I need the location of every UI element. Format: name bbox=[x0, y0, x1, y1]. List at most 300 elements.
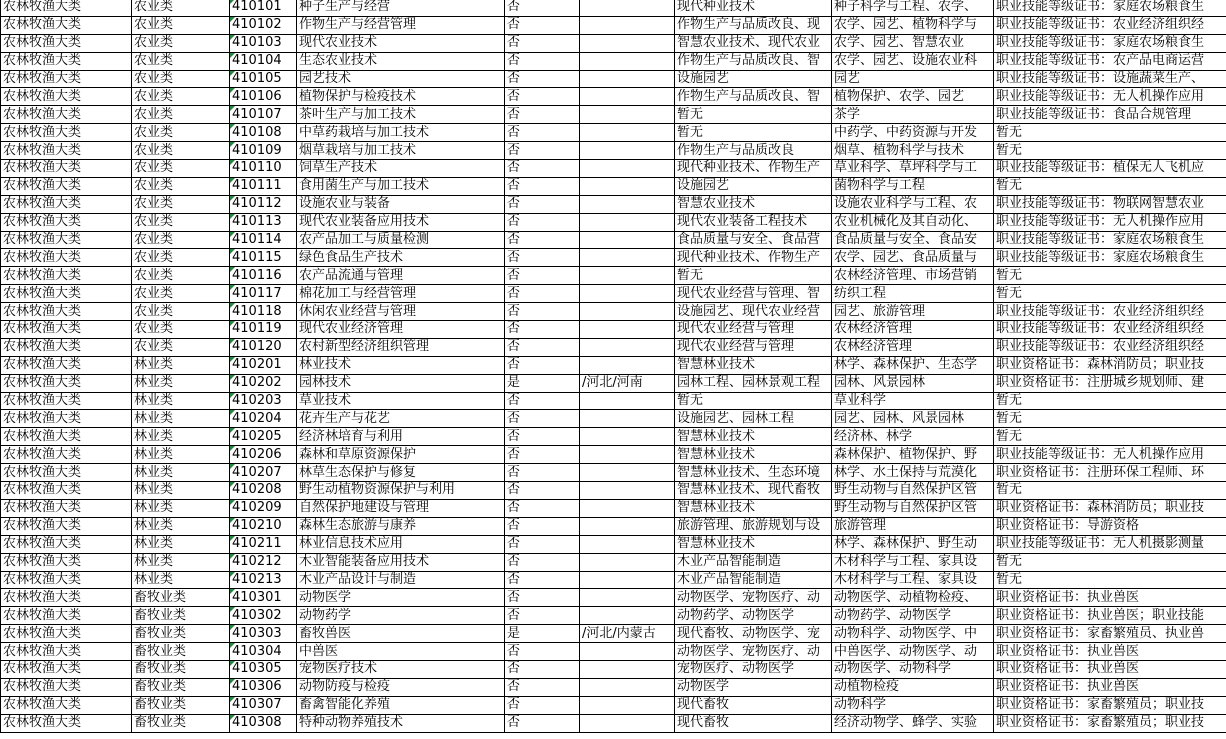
cell-major-name[interactable]: 生态农业技术 bbox=[297, 52, 505, 70]
cell-certificate[interactable]: 暂无 bbox=[994, 482, 1226, 500]
cell-flag[interactable]: 否 bbox=[505, 70, 580, 88]
cell-subcategory[interactable]: 农业类 bbox=[132, 177, 230, 195]
cell-related-major[interactable]: 森林保护、植物保护、野 bbox=[832, 446, 994, 464]
cell-code[interactable]: 410101 bbox=[230, 0, 297, 16]
cell-major-name[interactable]: 动物药学 bbox=[297, 607, 505, 625]
cell-subcategory[interactable]: 畜牧业类 bbox=[132, 660, 230, 678]
cell-certificate[interactable]: 职业技能等级证书：农业经济组织经 bbox=[994, 321, 1226, 339]
cell-related-major[interactable]: 林学、森林保护、生态学 bbox=[832, 356, 994, 374]
cell-code[interactable]: 410207 bbox=[230, 464, 297, 482]
cell-provinces[interactable]: /河北/河南 bbox=[580, 374, 675, 392]
cell-related-major[interactable]: 动物医学、动植物检疫、 bbox=[832, 589, 994, 607]
cell-category[interactable]: 农林牧渔大类 bbox=[1, 213, 132, 231]
cell-flag[interactable]: 否 bbox=[505, 249, 580, 267]
cell-code[interactable]: 410211 bbox=[230, 535, 297, 553]
cell-major-name[interactable]: 特种动物养殖技术 bbox=[297, 714, 505, 732]
cell-major-name[interactable]: 中草药栽培与加工技术 bbox=[297, 124, 505, 142]
cell-certificate[interactable]: 暂无 bbox=[994, 571, 1226, 589]
cell-related-major[interactable]: 园林、风景园林 bbox=[832, 374, 994, 392]
cell-flag[interactable]: 否 bbox=[505, 696, 580, 714]
cell-major-name[interactable]: 植物保护与检疫技术 bbox=[297, 88, 505, 106]
cell-category[interactable]: 农林牧渔大类 bbox=[1, 374, 132, 392]
cell-flag[interactable]: 否 bbox=[505, 142, 580, 160]
cell-higher-major[interactable]: 设施园艺 bbox=[675, 70, 832, 88]
cell-subcategory[interactable]: 农业类 bbox=[132, 34, 230, 52]
cell-major-name[interactable]: 茶叶生产与加工技术 bbox=[297, 106, 505, 124]
cell-provinces[interactable] bbox=[580, 571, 675, 589]
cell-category[interactable]: 农林牧渔大类 bbox=[1, 571, 132, 589]
cell-certificate[interactable]: 职业技能等级证书：无人机操作应用 bbox=[994, 446, 1226, 464]
cell-major-name[interactable]: 草业技术 bbox=[297, 392, 505, 410]
cell-flag[interactable]: 否 bbox=[505, 213, 580, 231]
cell-provinces[interactable] bbox=[580, 213, 675, 231]
cell-code[interactable]: 410209 bbox=[230, 499, 297, 517]
cell-subcategory[interactable]: 农业类 bbox=[132, 338, 230, 356]
cell-certificate[interactable]: 职业资格证书：执业兽医 bbox=[994, 660, 1226, 678]
cell-major-name[interactable]: 动物防疫与检疫 bbox=[297, 678, 505, 696]
cell-related-major[interactable]: 农学、园艺、智慧农业 bbox=[832, 34, 994, 52]
cell-major-name[interactable]: 花卉生产与花艺 bbox=[297, 410, 505, 428]
cell-provinces[interactable] bbox=[580, 392, 675, 410]
cell-code[interactable]: 410213 bbox=[230, 571, 297, 589]
cell-related-major[interactable]: 纺织工程 bbox=[832, 285, 994, 303]
cell-flag[interactable]: 否 bbox=[505, 88, 580, 106]
cell-major-name[interactable]: 动物医学 bbox=[297, 589, 505, 607]
cell-provinces[interactable] bbox=[580, 177, 675, 195]
cell-major-name[interactable]: 作物生产与经营管理 bbox=[297, 16, 505, 34]
cell-subcategory[interactable]: 林业类 bbox=[132, 392, 230, 410]
cell-category[interactable]: 农林牧渔大类 bbox=[1, 321, 132, 339]
cell-certificate[interactable]: 暂无 bbox=[994, 553, 1226, 571]
cell-category[interactable]: 农林牧渔大类 bbox=[1, 106, 132, 124]
cell-certificate[interactable]: 职业技能等级证书：家庭农场粮食生 bbox=[994, 0, 1226, 16]
cell-subcategory[interactable]: 林业类 bbox=[132, 571, 230, 589]
cell-code[interactable]: 410305 bbox=[230, 660, 297, 678]
cell-subcategory[interactable]: 农业类 bbox=[132, 267, 230, 285]
cell-subcategory[interactable]: 农业类 bbox=[132, 303, 230, 321]
cell-higher-major[interactable]: 设施园艺、现代农业经营 bbox=[675, 303, 832, 321]
cell-code[interactable]: 410204 bbox=[230, 410, 297, 428]
cell-subcategory[interactable]: 林业类 bbox=[132, 553, 230, 571]
cell-higher-major[interactable]: 暂无 bbox=[675, 392, 832, 410]
cell-flag[interactable]: 否 bbox=[505, 267, 580, 285]
cell-code[interactable]: 410114 bbox=[230, 231, 297, 249]
cell-certificate[interactable]: 职业技能等级证书：家庭农场粮食生 bbox=[994, 34, 1226, 52]
cell-higher-major[interactable]: 动物医学 bbox=[675, 678, 832, 696]
cell-major-name[interactable]: 林草生态保护与修复 bbox=[297, 464, 505, 482]
cell-related-major[interactable]: 旅游管理 bbox=[832, 517, 994, 535]
cell-flag[interactable]: 否 bbox=[505, 428, 580, 446]
cell-major-name[interactable]: 木业产品设计与制造 bbox=[297, 571, 505, 589]
cell-provinces[interactable] bbox=[580, 249, 675, 267]
cell-higher-major[interactable]: 现代种业技术、作物生产 bbox=[675, 160, 832, 178]
cell-subcategory[interactable]: 林业类 bbox=[132, 446, 230, 464]
cell-certificate[interactable]: 职业技能等级证书：无人机操作应用 bbox=[994, 88, 1226, 106]
cell-code[interactable]: 410307 bbox=[230, 696, 297, 714]
cell-category[interactable]: 农林牧渔大类 bbox=[1, 356, 132, 374]
cell-category[interactable]: 农林牧渔大类 bbox=[1, 52, 132, 70]
cell-provinces[interactable] bbox=[580, 160, 675, 178]
cell-higher-major[interactable]: 现代畜牧 bbox=[675, 696, 832, 714]
cell-provinces[interactable] bbox=[580, 34, 675, 52]
cell-subcategory[interactable]: 畜牧业类 bbox=[132, 589, 230, 607]
cell-major-name[interactable]: 食用菌生产与加工技术 bbox=[297, 177, 505, 195]
cell-major-name[interactable]: 畜牧兽医 bbox=[297, 625, 505, 643]
cell-related-major[interactable]: 园艺、旅游管理 bbox=[832, 303, 994, 321]
cell-flag[interactable]: 是 bbox=[505, 374, 580, 392]
cell-subcategory[interactable]: 农业类 bbox=[132, 321, 230, 339]
cell-higher-major[interactable]: 宠物医疗、动物医学 bbox=[675, 660, 832, 678]
cell-code[interactable]: 410208 bbox=[230, 482, 297, 500]
cell-major-name[interactable]: 设施农业与装备 bbox=[297, 195, 505, 213]
cell-related-major[interactable]: 木材科学与工程、家具设 bbox=[832, 553, 994, 571]
cell-subcategory[interactable]: 畜牧业类 bbox=[132, 643, 230, 661]
cell-category[interactable]: 农林牧渔大类 bbox=[1, 428, 132, 446]
cell-flag[interactable]: 否 bbox=[505, 124, 580, 142]
cell-provinces[interactable] bbox=[580, 482, 675, 500]
cell-certificate[interactable]: 职业资格证书：家畜繁殖员；职业技 bbox=[994, 696, 1226, 714]
cell-certificate[interactable]: 暂无 bbox=[994, 267, 1226, 285]
cell-certificate[interactable]: 职业技能等级证书：设施蔬菜生产、 bbox=[994, 70, 1226, 88]
cell-major-name[interactable]: 森林和草原资源保护 bbox=[297, 446, 505, 464]
cell-code[interactable]: 410201 bbox=[230, 356, 297, 374]
cell-code[interactable]: 410105 bbox=[230, 70, 297, 88]
cell-subcategory[interactable]: 畜牧业类 bbox=[132, 607, 230, 625]
cell-code[interactable]: 410206 bbox=[230, 446, 297, 464]
cell-subcategory[interactable]: 农业类 bbox=[132, 142, 230, 160]
cell-major-name[interactable]: 自然保护地建设与管理 bbox=[297, 499, 505, 517]
cell-higher-major[interactable]: 智慧林业技术 bbox=[675, 499, 832, 517]
cell-code[interactable]: 410118 bbox=[230, 303, 297, 321]
cell-related-major[interactable]: 木材科学与工程、家具设 bbox=[832, 571, 994, 589]
cell-provinces[interactable] bbox=[580, 660, 675, 678]
cell-flag[interactable]: 否 bbox=[505, 446, 580, 464]
cell-subcategory[interactable]: 农业类 bbox=[132, 52, 230, 70]
cell-flag[interactable]: 否 bbox=[505, 571, 580, 589]
cell-higher-major[interactable]: 智慧林业技术、生态环境 bbox=[675, 464, 832, 482]
cell-provinces[interactable] bbox=[580, 303, 675, 321]
cell-certificate[interactable]: 职业技能等级证书：无人机操作应用 bbox=[994, 213, 1226, 231]
cell-related-major[interactable]: 食品质量与安全、食品安 bbox=[832, 231, 994, 249]
cell-category[interactable]: 农林牧渔大类 bbox=[1, 249, 132, 267]
cell-category[interactable]: 农林牧渔大类 bbox=[1, 177, 132, 195]
cell-flag[interactable]: 否 bbox=[505, 321, 580, 339]
cell-higher-major[interactable]: 现代农业经营与管理、智 bbox=[675, 285, 832, 303]
cell-flag[interactable]: 否 bbox=[505, 714, 580, 732]
cell-code[interactable]: 410202 bbox=[230, 374, 297, 392]
cell-major-name[interactable]: 休闲农业经营与管理 bbox=[297, 303, 505, 321]
cell-code[interactable]: 410117 bbox=[230, 285, 297, 303]
cell-subcategory[interactable]: 农业类 bbox=[132, 160, 230, 178]
cell-flag[interactable]: 否 bbox=[505, 464, 580, 482]
cell-higher-major[interactable]: 作物生产与品质改良、智 bbox=[675, 88, 832, 106]
cell-subcategory[interactable]: 林业类 bbox=[132, 410, 230, 428]
cell-provinces[interactable] bbox=[580, 52, 675, 70]
cell-related-major[interactable]: 园艺 bbox=[832, 70, 994, 88]
cell-category[interactable]: 农林牧渔大类 bbox=[1, 34, 132, 52]
cell-higher-major[interactable]: 食品质量与安全、食品营 bbox=[675, 231, 832, 249]
cell-category[interactable]: 农林牧渔大类 bbox=[1, 553, 132, 571]
cell-category[interactable]: 农林牧渔大类 bbox=[1, 678, 132, 696]
cell-flag[interactable]: 否 bbox=[505, 231, 580, 249]
cell-code[interactable]: 410120 bbox=[230, 338, 297, 356]
cell-provinces[interactable] bbox=[580, 464, 675, 482]
cell-code[interactable]: 410212 bbox=[230, 553, 297, 571]
cell-certificate[interactable]: 职业资格证书：家畜繁殖员、执业兽 bbox=[994, 625, 1226, 643]
cell-related-major[interactable]: 茶学 bbox=[832, 106, 994, 124]
cell-related-major[interactable]: 林学、水土保持与荒漠化 bbox=[832, 464, 994, 482]
cell-certificate[interactable]: 暂无 bbox=[994, 392, 1226, 410]
cell-flag[interactable]: 否 bbox=[505, 607, 580, 625]
cell-category[interactable]: 农林牧渔大类 bbox=[1, 392, 132, 410]
cell-provinces[interactable] bbox=[580, 607, 675, 625]
cell-related-major[interactable]: 植物保护、农学、园艺 bbox=[832, 88, 994, 106]
cell-higher-major[interactable]: 现代农业装备工程技术 bbox=[675, 213, 832, 231]
cell-higher-major[interactable]: 暂无 bbox=[675, 124, 832, 142]
cell-certificate[interactable]: 职业资格证书：执业兽医 bbox=[994, 643, 1226, 661]
cell-major-name[interactable]: 绿色食品生产技术 bbox=[297, 249, 505, 267]
cell-related-major[interactable]: 动物医学、动物科学 bbox=[832, 660, 994, 678]
cell-category[interactable]: 农林牧渔大类 bbox=[1, 195, 132, 213]
cell-code[interactable]: 410306 bbox=[230, 678, 297, 696]
cell-flag[interactable]: 否 bbox=[505, 678, 580, 696]
cell-subcategory[interactable]: 农业类 bbox=[132, 0, 230, 16]
cell-higher-major[interactable]: 旅游管理、旅游规划与设 bbox=[675, 517, 832, 535]
cell-category[interactable]: 农林牧渔大类 bbox=[1, 267, 132, 285]
cell-major-name[interactable]: 现代农业经济管理 bbox=[297, 321, 505, 339]
cell-flag[interactable]: 否 bbox=[505, 338, 580, 356]
cell-provinces[interactable] bbox=[580, 678, 675, 696]
cell-certificate[interactable]: 职业技能等级证书：物联网智慧农业 bbox=[994, 195, 1226, 213]
cell-related-major[interactable]: 农林经济管理 bbox=[832, 321, 994, 339]
cell-provinces[interactable] bbox=[580, 535, 675, 553]
cell-code[interactable]: 410203 bbox=[230, 392, 297, 410]
cell-code[interactable]: 410115 bbox=[230, 249, 297, 267]
cell-category[interactable]: 农林牧渔大类 bbox=[1, 464, 132, 482]
cell-category[interactable]: 农林牧渔大类 bbox=[1, 410, 132, 428]
cell-related-major[interactable]: 经济林、林学 bbox=[832, 428, 994, 446]
cell-flag[interactable]: 是 bbox=[505, 625, 580, 643]
cell-major-name[interactable]: 农村新型经济组织管理 bbox=[297, 338, 505, 356]
cell-provinces[interactable] bbox=[580, 428, 675, 446]
cell-subcategory[interactable]: 畜牧业类 bbox=[132, 678, 230, 696]
cell-related-major[interactable]: 农业机械化及其自动化、 bbox=[832, 213, 994, 231]
cell-category[interactable]: 农林牧渔大类 bbox=[1, 589, 132, 607]
cell-major-name[interactable]: 经济林培育与利用 bbox=[297, 428, 505, 446]
cell-certificate[interactable]: 职业技能等级证书：农业经济组织经 bbox=[994, 338, 1226, 356]
cell-category[interactable]: 农林牧渔大类 bbox=[1, 714, 132, 732]
cell-higher-major[interactable]: 现代畜牧 bbox=[675, 714, 832, 732]
cell-certificate[interactable]: 暂无 bbox=[994, 285, 1226, 303]
cell-provinces[interactable] bbox=[580, 356, 675, 374]
cell-category[interactable]: 农林牧渔大类 bbox=[1, 643, 132, 661]
cell-provinces[interactable] bbox=[580, 231, 675, 249]
cell-flag[interactable]: 否 bbox=[505, 643, 580, 661]
cell-provinces[interactable]: /河北/内蒙古 bbox=[580, 625, 675, 643]
cell-major-name[interactable]: 农产品加工与质量检测 bbox=[297, 231, 505, 249]
cell-flag[interactable]: 否 bbox=[505, 177, 580, 195]
cell-code[interactable]: 410308 bbox=[230, 714, 297, 732]
cell-flag[interactable]: 否 bbox=[505, 660, 580, 678]
cell-related-major[interactable]: 设施农业科学与工程、农 bbox=[832, 195, 994, 213]
cell-higher-major[interactable]: 现代畜牧、动物医学、宠 bbox=[675, 625, 832, 643]
cell-major-name[interactable]: 畜禽智能化养殖 bbox=[297, 696, 505, 714]
cell-subcategory[interactable]: 林业类 bbox=[132, 535, 230, 553]
cell-code[interactable]: 410104 bbox=[230, 52, 297, 70]
cell-provinces[interactable] bbox=[580, 16, 675, 34]
cell-flag[interactable]: 否 bbox=[505, 34, 580, 52]
cell-code[interactable]: 410106 bbox=[230, 88, 297, 106]
cell-provinces[interactable] bbox=[580, 517, 675, 535]
cell-major-name[interactable]: 宠物医疗技术 bbox=[297, 660, 505, 678]
cell-provinces[interactable] bbox=[580, 553, 675, 571]
cell-category[interactable]: 农林牧渔大类 bbox=[1, 285, 132, 303]
cell-code[interactable]: 410108 bbox=[230, 124, 297, 142]
cell-category[interactable]: 农林牧渔大类 bbox=[1, 625, 132, 643]
cell-higher-major[interactable]: 智慧农业技术、现代农业 bbox=[675, 34, 832, 52]
cell-certificate[interactable]: 职业资格证书：导游资格 bbox=[994, 517, 1226, 535]
cell-major-name[interactable]: 棉花加工与经营管理 bbox=[297, 285, 505, 303]
cell-higher-major[interactable]: 设施园艺、园林工程 bbox=[675, 410, 832, 428]
cell-certificate[interactable]: 暂无 bbox=[994, 142, 1226, 160]
cell-flag[interactable]: 否 bbox=[505, 482, 580, 500]
cell-certificate[interactable]: 职业资格证书：家畜繁殖员；职业技 bbox=[994, 714, 1226, 732]
cell-code[interactable]: 410304 bbox=[230, 643, 297, 661]
cell-subcategory[interactable]: 畜牧业类 bbox=[132, 625, 230, 643]
cell-provinces[interactable] bbox=[580, 70, 675, 88]
cell-flag[interactable]: 否 bbox=[505, 285, 580, 303]
cell-code[interactable]: 410210 bbox=[230, 517, 297, 535]
cell-category[interactable]: 农林牧渔大类 bbox=[1, 70, 132, 88]
cell-major-name[interactable]: 园艺技术 bbox=[297, 70, 505, 88]
cell-subcategory[interactable]: 农业类 bbox=[132, 231, 230, 249]
cell-certificate[interactable]: 暂无 bbox=[994, 410, 1226, 428]
cell-provinces[interactable] bbox=[580, 106, 675, 124]
cell-code[interactable]: 410116 bbox=[230, 267, 297, 285]
cell-code[interactable]: 410119 bbox=[230, 321, 297, 339]
cell-certificate[interactable]: 职业资格证书：森林消防员；职业技 bbox=[994, 356, 1226, 374]
cell-category[interactable]: 农林牧渔大类 bbox=[1, 660, 132, 678]
cell-flag[interactable]: 否 bbox=[505, 553, 580, 571]
cell-related-major[interactable]: 烟草、植物科学与技术 bbox=[832, 142, 994, 160]
cell-provinces[interactable] bbox=[580, 195, 675, 213]
cell-category[interactable]: 农林牧渔大类 bbox=[1, 535, 132, 553]
cell-higher-major[interactable]: 智慧林业技术 bbox=[675, 535, 832, 553]
cell-category[interactable]: 农林牧渔大类 bbox=[1, 16, 132, 34]
cell-higher-major[interactable]: 智慧林业技术 bbox=[675, 446, 832, 464]
cell-subcategory[interactable]: 农业类 bbox=[132, 213, 230, 231]
cell-major-name[interactable]: 现代农业技术 bbox=[297, 34, 505, 52]
cell-certificate[interactable]: 职业资格证书：执业兽医 bbox=[994, 678, 1226, 696]
cell-higher-major[interactable]: 作物生产与品质改良、智 bbox=[675, 52, 832, 70]
cell-related-major[interactable]: 动植物检疫 bbox=[832, 678, 994, 696]
cell-higher-major[interactable]: 动物医学、宠物医疗、动 bbox=[675, 589, 832, 607]
cell-certificate[interactable]: 职业技能等级证书：家庭农场粮食生 bbox=[994, 231, 1226, 249]
cell-certificate[interactable]: 职业技能等级证书：农产品电商运营 bbox=[994, 52, 1226, 70]
cell-related-major[interactable]: 菌物科学与工程 bbox=[832, 177, 994, 195]
cell-provinces[interactable] bbox=[580, 589, 675, 607]
cell-flag[interactable]: 否 bbox=[505, 517, 580, 535]
cell-related-major[interactable]: 农学、园艺、植物科学与 bbox=[832, 16, 994, 34]
cell-subcategory[interactable]: 畜牧业类 bbox=[132, 714, 230, 732]
cell-flag[interactable]: 否 bbox=[505, 356, 580, 374]
cell-major-name[interactable]: 园林技术 bbox=[297, 374, 505, 392]
cell-subcategory[interactable]: 林业类 bbox=[132, 517, 230, 535]
cell-subcategory[interactable]: 林业类 bbox=[132, 464, 230, 482]
cell-category[interactable]: 农林牧渔大类 bbox=[1, 696, 132, 714]
cell-code[interactable]: 410109 bbox=[230, 142, 297, 160]
cell-code[interactable]: 410112 bbox=[230, 195, 297, 213]
cell-flag[interactable]: 否 bbox=[505, 16, 580, 34]
cell-certificate[interactable]: 职业技能等级证书：食品合规管理 bbox=[994, 106, 1226, 124]
cell-category[interactable]: 农林牧渔大类 bbox=[1, 499, 132, 517]
cell-code[interactable]: 410303 bbox=[230, 625, 297, 643]
cell-flag[interactable]: 否 bbox=[505, 392, 580, 410]
cell-higher-major[interactable]: 作物生产与品质改良、现 bbox=[675, 16, 832, 34]
cell-subcategory[interactable]: 农业类 bbox=[132, 70, 230, 88]
cell-higher-major[interactable]: 动物医学、宠物医疗、动 bbox=[675, 643, 832, 661]
cell-major-name[interactable]: 饲草生产技术 bbox=[297, 160, 505, 178]
cell-code[interactable]: 410110 bbox=[230, 160, 297, 178]
cell-provinces[interactable] bbox=[580, 0, 675, 16]
cell-subcategory[interactable]: 农业类 bbox=[132, 124, 230, 142]
cell-provinces[interactable] bbox=[580, 696, 675, 714]
cell-related-major[interactable]: 野生动物与自然保护区管 bbox=[832, 499, 994, 517]
cell-provinces[interactable] bbox=[580, 499, 675, 517]
cell-subcategory[interactable]: 林业类 bbox=[132, 482, 230, 500]
cell-category[interactable]: 农林牧渔大类 bbox=[1, 124, 132, 142]
cell-code[interactable]: 410205 bbox=[230, 428, 297, 446]
cell-major-name[interactable]: 现代农业装备应用技术 bbox=[297, 213, 505, 231]
cell-higher-major[interactable]: 现代农业经营与管理 bbox=[675, 338, 832, 356]
cell-certificate[interactable]: 职业资格证书：注册环保工程师、环 bbox=[994, 464, 1226, 482]
cell-higher-major[interactable]: 现代种业技术、作物生产 bbox=[675, 249, 832, 267]
cell-subcategory[interactable]: 畜牧业类 bbox=[132, 696, 230, 714]
cell-certificate[interactable]: 职业资格证书：注册城乡规划师、建 bbox=[994, 374, 1226, 392]
cell-code[interactable]: 410302 bbox=[230, 607, 297, 625]
cell-category[interactable]: 农林牧渔大类 bbox=[1, 160, 132, 178]
cell-provinces[interactable] bbox=[580, 88, 675, 106]
cell-flag[interactable]: 否 bbox=[505, 160, 580, 178]
cell-major-name[interactable]: 林业信息技术应用 bbox=[297, 535, 505, 553]
cell-code[interactable]: 410107 bbox=[230, 106, 297, 124]
cell-category[interactable]: 农林牧渔大类 bbox=[1, 446, 132, 464]
cell-category[interactable]: 农林牧渔大类 bbox=[1, 338, 132, 356]
cell-higher-major[interactable]: 智慧林业技术 bbox=[675, 356, 832, 374]
cell-provinces[interactable] bbox=[580, 124, 675, 142]
cell-flag[interactable]: 否 bbox=[505, 0, 580, 16]
cell-subcategory[interactable]: 林业类 bbox=[132, 374, 230, 392]
cell-major-name[interactable]: 森林生态旅游与康养 bbox=[297, 517, 505, 535]
cell-related-major[interactable]: 中药学、中药资源与开发 bbox=[832, 124, 994, 142]
cell-higher-major[interactable]: 园林工程、园林景观工程 bbox=[675, 374, 832, 392]
cell-certificate[interactable]: 职业技能等级证书：农业经济组织经 bbox=[994, 303, 1226, 321]
cell-major-name[interactable]: 中兽医 bbox=[297, 643, 505, 661]
cell-certificate[interactable]: 暂无 bbox=[994, 177, 1226, 195]
cell-certificate[interactable]: 暂无 bbox=[994, 124, 1226, 142]
cell-flag[interactable]: 否 bbox=[505, 195, 580, 213]
cell-flag[interactable]: 否 bbox=[505, 410, 580, 428]
cell-subcategory[interactable]: 林业类 bbox=[132, 428, 230, 446]
cell-related-major[interactable]: 动物药学、动物医学 bbox=[832, 607, 994, 625]
cell-related-major[interactable]: 中兽医学、动物医学、动 bbox=[832, 643, 994, 661]
cell-category[interactable]: 农林牧渔大类 bbox=[1, 0, 132, 16]
cell-provinces[interactable] bbox=[580, 714, 675, 732]
cell-related-major[interactable]: 农学、园艺、食品质量与 bbox=[832, 249, 994, 267]
cell-major-name[interactable]: 野生动植物资源保护与利用 bbox=[297, 482, 505, 500]
cell-related-major[interactable]: 动物科学 bbox=[832, 696, 994, 714]
cell-code[interactable]: 410102 bbox=[230, 16, 297, 34]
